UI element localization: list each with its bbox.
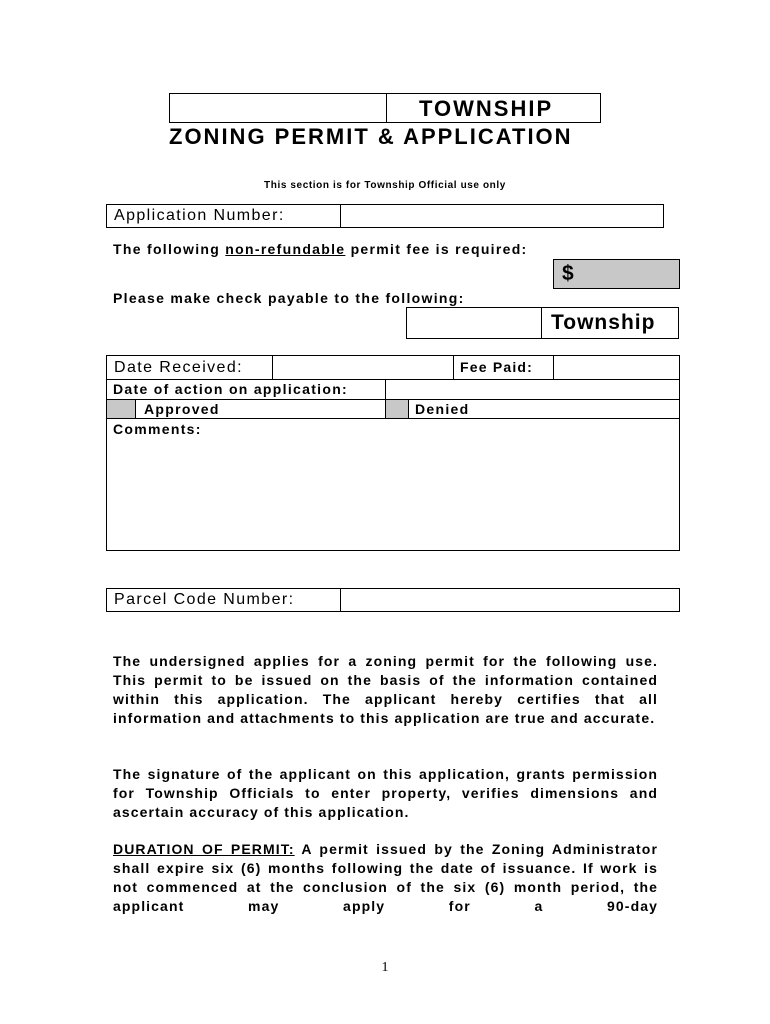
payee-blank-field[interactable]: [406, 307, 542, 339]
denied-checkbox[interactable]: [385, 399, 409, 419]
township-word: TOWNSHIP: [419, 96, 554, 121]
permission-paragraph: The signature of the applicant on this application, grants permission for Township Officials to enter property, verifies dimensions and ascertain accuracy of this application.: [113, 766, 658, 820]
parcel-code-label: Parcel Code Number:: [114, 591, 295, 608]
fee-amount-field[interactable]: [553, 259, 680, 289]
date-received-label: Date Received:: [114, 359, 243, 376]
date-received-label-box: [106, 355, 273, 380]
date-action-field[interactable]: [385, 379, 680, 400]
payee-box: [541, 307, 679, 339]
fee-paid-label-box: [453, 355, 554, 380]
page-number: 1: [381, 960, 389, 975]
application-number-label-box: [106, 204, 341, 228]
denied-label: Denied: [415, 401, 470, 417]
official-use-note: This section is for Township Official use only: [264, 180, 506, 191]
duration-heading: DURATION OF PERMIT:: [113, 841, 295, 857]
certification-paragraph: The undersigned applies for a zoning permit for the following use. This permit to be issued on the basis of the information contained within this application. The applicant hereby certifies that all information and attachments to this application are true and accurate.: [113, 653, 658, 726]
fee-required-text: The following non-refundable permit fee is required:: [113, 241, 528, 257]
application-number-field[interactable]: [340, 204, 664, 228]
fee-paid-field[interactable]: [553, 355, 680, 380]
parcel-code-field[interactable]: [340, 588, 680, 612]
currency-symbol: $: [562, 262, 574, 285]
application-number-label: Application Number:: [114, 207, 285, 224]
township-word-box: [386, 93, 601, 123]
fee-paid-label: Fee Paid:: [460, 359, 534, 375]
non-refundable-text: non-refundable: [225, 241, 346, 257]
township-name-blank[interactable]: [169, 93, 387, 123]
parcel-code-label-box: [106, 588, 341, 612]
comments-area[interactable]: [107, 440, 679, 550]
check-payable-text: Please make check payable to the following:: [113, 290, 465, 306]
payee-name: Township: [551, 311, 656, 334]
approved-label: Approved: [144, 401, 220, 417]
page-title: ZONING PERMIT & APPLICATION: [169, 124, 573, 149]
date-received-field[interactable]: [272, 355, 454, 380]
date-action-label: Date of action on application:: [113, 381, 349, 397]
approved-checkbox[interactable]: [106, 399, 136, 419]
duration-paragraph: DURATION OF PERMIT: A permit issued by the Zoning Administrator shall expire six (6) months following the date of issuance. If work is not commenced at the conclusion of the six (6) month period, the applicant may apply for a 90-day: [113, 841, 658, 914]
comments-label: Comments:: [113, 421, 202, 437]
